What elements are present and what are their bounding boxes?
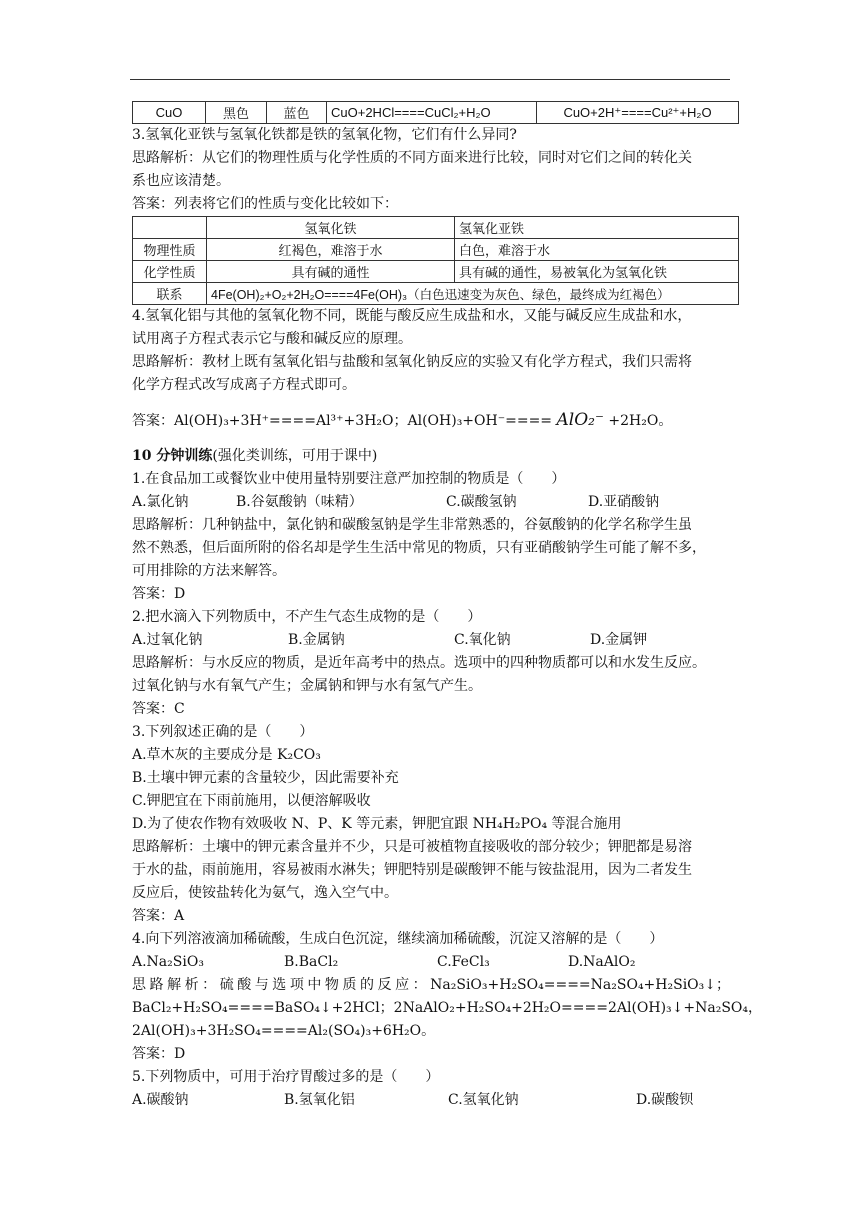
p2-analysis: 思路解析：与水反应的物质，是近年高考中的热点。选项中的四种物质都可以和水发生反应。 xyxy=(132,655,706,671)
table-cell: CuO xyxy=(133,102,206,124)
option-a: A.Na₂SiO₃ xyxy=(132,954,204,970)
p3-answer: 答案：A xyxy=(132,908,185,924)
table-row xyxy=(133,283,739,305)
table-cell: 黑色 xyxy=(206,102,267,124)
q4-analysis: 化学方程式改写成离子方程式即可。 xyxy=(132,377,356,393)
option-c: C.钾肥宜在下雨前施用，以便溶解吸收 xyxy=(132,793,371,809)
p1-analysis: 然不熟悉，但后面所附的俗名却是学生生活中常见的物质，只有亚硝酸钠学生可能了解不多， xyxy=(132,540,706,556)
option-d: D.金属钾 xyxy=(590,632,648,648)
p4-analysis: 思路解析：硫酸与选项中物质的反应：Na₂SiO₃+H₂SO₄====Na₂SO₄+H₂SiO₃↓； xyxy=(132,977,730,993)
q4-answer xyxy=(132,409,730,433)
option-c: C.氧化钠 xyxy=(454,632,511,648)
p3-analysis: 于水的盐，雨前施用，容易被雨水淋失；钾肥特别是碳酸钾不能与铵盐混用，因为二者发生 xyxy=(132,862,692,878)
answer-text: +2H₂O。 xyxy=(608,413,673,429)
option-c: C.碳酸氢钠 xyxy=(446,494,517,510)
q4-question: 4.氢氧化铝与其他的氢氧化物不同，既能与酸反应生成盐和水，又能与碱反应生成盐和水， xyxy=(132,308,692,324)
option-c: C.氢氧化钠 xyxy=(448,1092,519,1108)
table-cell: 蓝色 xyxy=(267,102,327,124)
table-row xyxy=(133,261,739,283)
table-cell: CuO+2HCl====CuCl₂+H₂O xyxy=(327,102,537,124)
table-cell: 4Fe(OH)₂+O₂+2H₂O====4Fe(OH)₃（白色迅速变为灰色、绿色，最终成为红褐色） xyxy=(207,283,739,305)
table-row xyxy=(133,102,739,124)
p3-question: 3.下列叙述正确的是（ ） xyxy=(132,724,314,740)
table-cell: 物理性质 xyxy=(133,239,207,261)
table-cell: 具有碱的通性 xyxy=(207,261,455,283)
p1-answer: 答案：D xyxy=(132,586,186,602)
option-b: B.土壤中钾元素的含量较少，因此需要补充 xyxy=(132,770,399,786)
page-content xyxy=(132,101,763,1112)
q4-question: 试用离子方程式表示它与酸和碱反应的原理。 xyxy=(132,331,412,347)
option-d: D.碳酸钡 xyxy=(636,1092,694,1108)
q3-answer: 答案：列表将它们的性质与变化比较如下： xyxy=(132,196,398,212)
p2-options xyxy=(132,629,730,652)
header-rule xyxy=(130,79,730,80)
option-a: A.碳酸钠 xyxy=(132,1092,189,1108)
table-cell: 红褐色，难溶于水 xyxy=(207,239,455,261)
table-row xyxy=(133,239,739,261)
p3-analysis: 思路解析：土壤中的钾元素含量并不少，只是可被植物直接吸收的部分较少；钾肥都是易溶 xyxy=(132,839,692,855)
option-d: D.亚硝酸钠 xyxy=(588,494,660,510)
option-b: B.谷氨酸钠（味精） xyxy=(236,494,363,510)
iron-hydroxide-table xyxy=(132,216,739,305)
q3-analysis: 思路解析：从它们的物理性质与化学性质的不同方面来进行比较，同时对它们之间的转化关 xyxy=(132,150,692,166)
table-cell: 具有碱的通性，易被氧化为氢氧化铁 xyxy=(455,261,739,283)
p5-question: 5.下列物质中，可用于治疗胃酸过多的是（ ） xyxy=(132,1069,440,1085)
option-a: A.草木灰的主要成分是 K₂CO₃ xyxy=(132,747,321,763)
option-d: D.为了使农作物有效吸收 N、P、K 等元素，钾肥宜跟 NH₄H₂PO₄ 等混合施用 xyxy=(132,816,622,832)
p1-analysis: 可用排除的方法来解答。 xyxy=(132,563,286,579)
section-subtitle: (强化类训练，可用于课中) xyxy=(212,448,378,464)
q4-analysis: 思路解析：教材上既有氢氧化铝与盐酸和氢氧化钠反应的实验又有化学方程式，我们只需将 xyxy=(132,354,692,370)
option-b: B.BaCl₂ xyxy=(284,954,339,970)
table-cell: 白色，难溶于水 xyxy=(455,239,739,261)
cuo-table xyxy=(132,101,739,124)
aluminate-ion: AlO₂⁻ xyxy=(556,410,604,430)
p2-question: 2.把水滴入下列物质中，不产生气态生成物的是（ ） xyxy=(132,609,482,625)
table-header-cell: 氢氧化亚铁 xyxy=(455,217,739,239)
option-d: D.NaAlO₂ xyxy=(568,954,636,970)
table-header-cell: 氢氧化铁 xyxy=(207,217,455,239)
p4-question: 4.向下列溶液滴加稀硫酸，生成白色沉淀，继续滴加稀硫酸，沉淀又溶解的是（ ） xyxy=(132,931,664,947)
p2-answer: 答案：C xyxy=(132,701,185,717)
p4-options xyxy=(132,951,730,974)
table-cell xyxy=(133,217,207,239)
table-header-row xyxy=(133,217,739,239)
p4-analysis: BaCl₂+H₂SO₄====BaSO₄↓+2HCl；2NaAlO₂+H₂SO₄+2H₂O====2Al(OH)₃↓+Na₂SO₄， xyxy=(132,1000,763,1016)
section-title xyxy=(132,445,730,468)
answer-text: 答案：Al(OH)₃+3H⁺====Al³⁺+3H₂O；Al(OH)₃+OH⁻==== xyxy=(132,413,553,429)
p5-options xyxy=(132,1089,730,1112)
table-cell: 化学性质 xyxy=(133,261,207,283)
p4-analysis: 2Al(OH)₃+3H₂SO₄====Al₂(SO₄)₃+6H₂O。 xyxy=(132,1023,436,1039)
option-a: A.过氧化钠 xyxy=(132,632,203,648)
option-b: B.金属钠 xyxy=(288,632,345,648)
section-title-main: 10 分钟训练 xyxy=(132,448,213,464)
option-b: B.氢氧化铝 xyxy=(284,1092,355,1108)
p1-options xyxy=(132,491,730,514)
q3-question: 3.氢氧化亚铁与氢氧化铁都是铁的氢氧化物，它们有什么异同? xyxy=(132,127,517,143)
p2-analysis: 过氧化钠与水有氧气产生；金属钠和钾与水有氢气产生。 xyxy=(132,678,482,694)
q3-analysis: 系也应该清楚。 xyxy=(132,173,230,189)
table-cell: 联系 xyxy=(133,283,207,305)
p4-answer: 答案：D xyxy=(132,1046,186,1062)
p1-analysis: 思路解析：几种钠盐中，氯化钠和碳酸氢钠是学生非常熟悉的，谷氨酸钠的化学名称学生虽 xyxy=(132,517,692,533)
p3-analysis: 反应后，使铵盐转化为氨气，逸入空气中。 xyxy=(132,885,398,901)
option-a: A.氯化钠 xyxy=(132,494,189,510)
p1-question: 1.在食品加工或餐饮业中使用量特别要注意严加控制的物质是（ ） xyxy=(132,471,566,487)
option-c: C.FeCl₃ xyxy=(437,954,490,970)
table-cell: CuO+2H⁺====Cu²⁺+H₂O xyxy=(537,102,739,124)
